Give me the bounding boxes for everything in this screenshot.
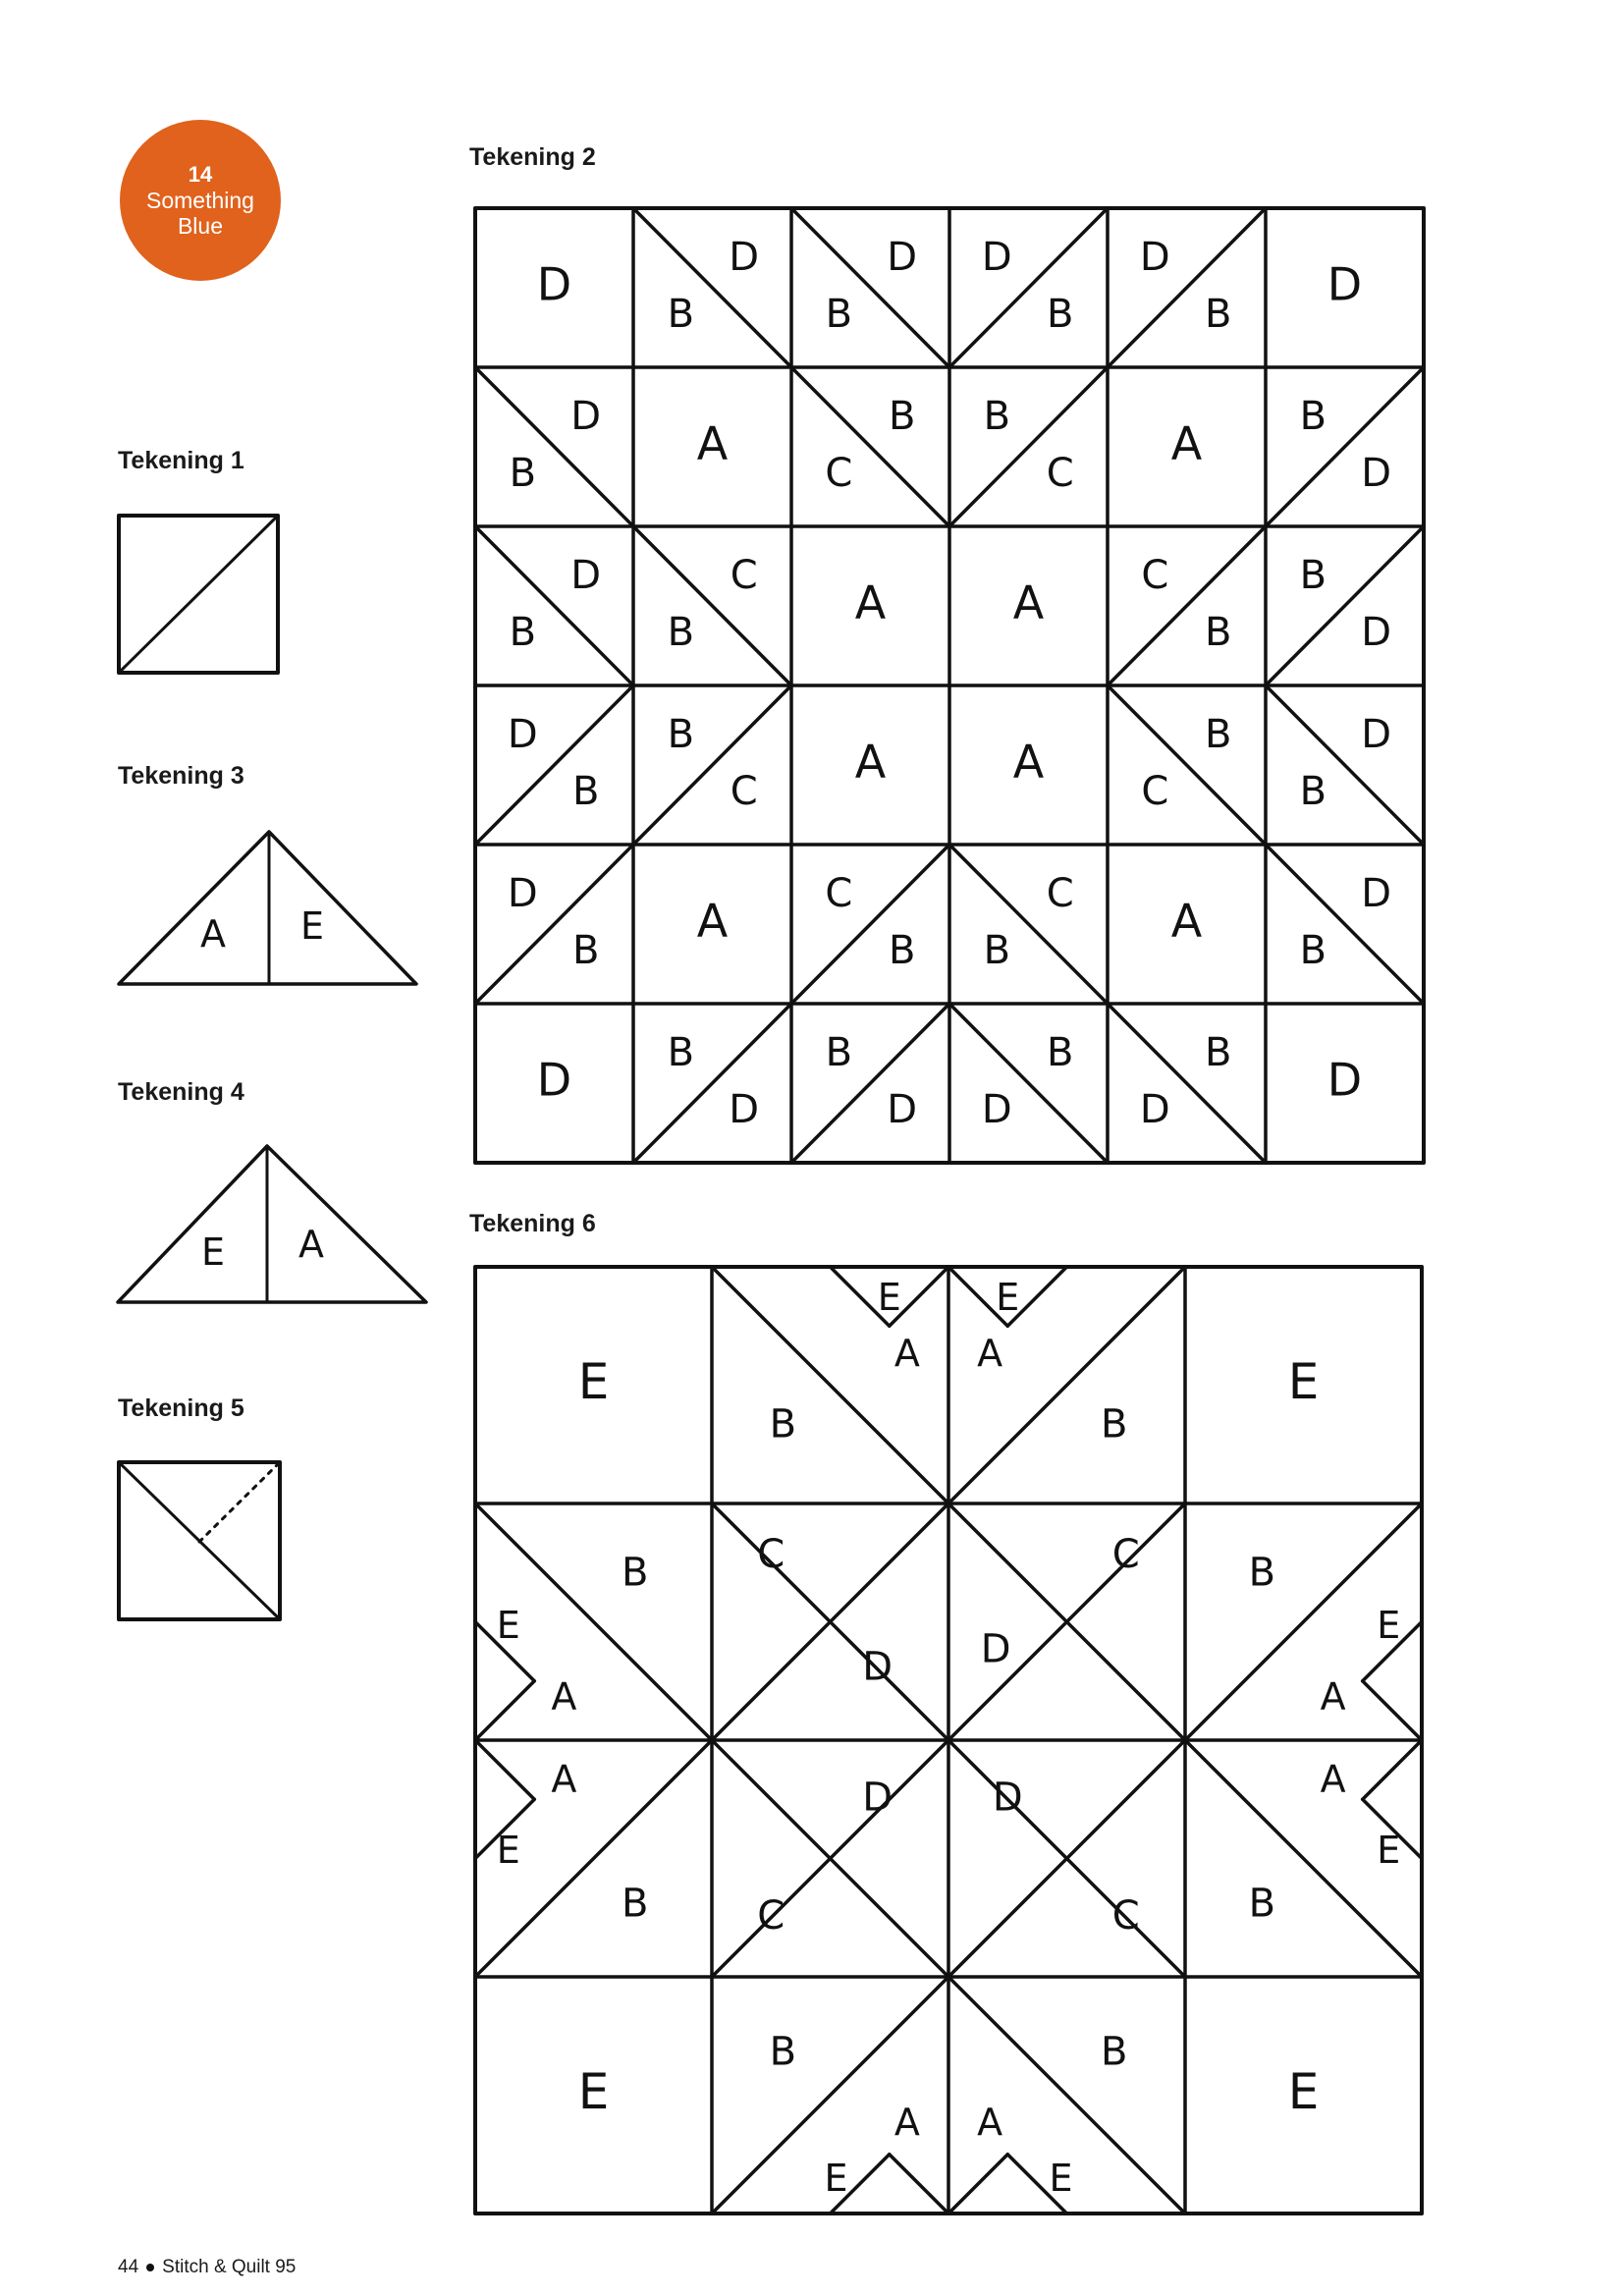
t2-patch-label: C (1046, 451, 1074, 497)
t5-dotted-line (199, 1462, 280, 1542)
t6-patch-label: E (1377, 1604, 1401, 1648)
t6-patch-label: E (496, 1828, 520, 1872)
t2-patch-label: D (1326, 1053, 1363, 1107)
t2-patch-label: B (667, 610, 695, 656)
t2-patch-label: C (825, 451, 853, 497)
t6-patch-label: D (862, 1775, 893, 1821)
tekening-6-diagram (471, 1263, 1430, 2217)
t2-patch-label: A (1170, 894, 1203, 948)
t6-patch-label: A (1320, 1674, 1346, 1719)
t2-patch-label: B (1299, 393, 1327, 439)
t2-patch-label: B (825, 1029, 853, 1075)
t6-patch-label: B (1248, 1881, 1276, 1927)
t2-diagonal (475, 526, 633, 685)
t6-patch-label: E (577, 2063, 610, 2120)
t2-patch-label: B (983, 393, 1011, 439)
t2-diagonal (1266, 526, 1424, 685)
t2-patch-label: D (981, 234, 1012, 280)
t2-patch-label: D (1326, 257, 1363, 311)
t6-patch-label: C (757, 1532, 785, 1578)
issue-badge (120, 120, 281, 281)
t6-patch-label: D (862, 1644, 893, 1690)
t2-patch-label: A (1170, 416, 1203, 470)
t2-patch-label: C (730, 552, 758, 598)
t2-patch-label: C (730, 769, 758, 815)
t2-patch-label: B (571, 769, 600, 815)
t6-seam (1363, 1740, 1422, 1799)
t6-patch-label: D (992, 1775, 1023, 1821)
t6-patch-label: E (496, 1604, 520, 1648)
t2-patch-label: B (509, 451, 537, 497)
t2-patch-label: B (888, 928, 916, 974)
tekening-5-diagram (116, 1459, 285, 1624)
t2-patch-label: B (1204, 711, 1232, 757)
t2-diagonal (633, 526, 791, 685)
t2-diagonal (633, 208, 791, 367)
t6-patch-label: E (577, 1353, 610, 1410)
t2-diagonal (1266, 367, 1424, 526)
heading-tekening-1: Tekening 1 (118, 447, 244, 474)
tekening-1-diagram (116, 513, 283, 678)
t2-patch-label: B (571, 928, 600, 974)
t6-patch-label: B (621, 1550, 649, 1596)
badge-title-line2: Blue (177, 213, 224, 239)
t2-patch-label: D (1139, 234, 1170, 280)
t2-patch-label: D (570, 552, 602, 598)
t6-patch-label: A (977, 1331, 1003, 1375)
tekening-3-diagram (116, 829, 422, 990)
t2-diagonal (1266, 845, 1424, 1004)
t2-patch-label: D (887, 1087, 918, 1133)
t2-patch-label: B (1204, 610, 1232, 656)
t6-patch-label: A (1320, 1757, 1346, 1801)
t2-patch-label: B (1299, 552, 1327, 598)
t2-diagonal (791, 367, 949, 526)
t2-patch-label: D (1361, 711, 1392, 757)
t6-patch-label: C (757, 1892, 785, 1939)
t2-patch-label: D (981, 1087, 1012, 1133)
t6-patch-label: B (1100, 2029, 1128, 2075)
t2-patch-label: B (667, 711, 695, 757)
magazine-name: Stitch & Quilt 95 (162, 2257, 297, 2277)
t2-patch-label: D (729, 234, 760, 280)
t2-diagonal (475, 685, 633, 845)
t2-diagonal (791, 1004, 949, 1163)
page-footer (118, 2257, 296, 2278)
t2-diagonal (949, 208, 1108, 367)
t2-patch-label: B (1046, 292, 1074, 338)
t6-patch-label: E (1377, 1828, 1401, 1872)
t2-patch-label: A (696, 894, 729, 948)
t2-patch-label: D (1361, 870, 1392, 916)
t2-patch-label: C (825, 870, 853, 916)
t6-patch-label: E (996, 1276, 1020, 1320)
t6-patch-label: E (1049, 2156, 1073, 2200)
t6-patch-label: B (769, 2029, 797, 2075)
t2-diagonal (791, 208, 949, 367)
t6-patch-label: E (1287, 2063, 1320, 2120)
t2-patch-label: D (1139, 1087, 1170, 1133)
t2-diagonal (1108, 208, 1266, 367)
t6-seam (1363, 1681, 1422, 1740)
t2-patch-label: B (1046, 1029, 1074, 1075)
t6-patch-label: E (877, 1276, 901, 1320)
t2-diagonal (949, 845, 1108, 1004)
t2-patch-label: A (1012, 575, 1045, 629)
t2-diagonal (633, 685, 791, 845)
t2-diagonal (475, 845, 633, 1004)
t2-patch-label: B (1204, 1029, 1232, 1075)
t2-diagonal (791, 845, 949, 1004)
t2-patch-label: D (536, 1053, 572, 1107)
t2-diagonal (633, 1004, 791, 1163)
t3-label-right: E (300, 904, 325, 948)
t6-patch-label: A (977, 2101, 1003, 2145)
t2-diagonal (1108, 685, 1266, 845)
t2-diagonal (949, 1004, 1108, 1163)
tekening-4-diagram (108, 1143, 428, 1308)
t6-patch-label: C (1111, 1892, 1140, 1939)
t6-seam (948, 2155, 1007, 2214)
t2-patch-label: B (667, 1029, 695, 1075)
t2-patch-label: D (570, 393, 602, 439)
t2-patch-label: B (509, 610, 537, 656)
t4-label-right: A (298, 1223, 324, 1266)
t2-patch-label: A (854, 575, 887, 629)
t1-diagonal (119, 516, 278, 673)
t6-patch-label: B (1100, 1401, 1128, 1448)
t2-patch-label: D (887, 234, 918, 280)
t2-diagonal (1108, 1004, 1266, 1163)
t2-patch-label: D (507, 870, 538, 916)
t2-patch-label: A (854, 735, 887, 789)
badge-title-line1: Something (146, 188, 254, 213)
t2-patch-label: D (1361, 451, 1392, 497)
heading-tekening-3: Tekening 3 (118, 762, 244, 790)
heading-tekening-2: Tekening 2 (469, 143, 596, 171)
t2-patch-label: D (1361, 610, 1392, 656)
t6-patch-label: B (621, 1881, 649, 1927)
t6-patch-label: A (551, 1674, 577, 1719)
t2-patch-label: D (507, 711, 538, 757)
t6-patch-label: A (893, 1331, 920, 1375)
t2-patch-label: A (696, 416, 729, 470)
tekening-2-diagram (471, 204, 1430, 1173)
t2-diagonal (1266, 685, 1424, 845)
t2-patch-label: B (1204, 292, 1232, 338)
t6-seam (475, 1740, 534, 1799)
t2-patch-label: C (1141, 552, 1169, 598)
t2-patch-label: B (1299, 769, 1327, 815)
t2-diagonal (949, 367, 1108, 526)
t4-triangle (118, 1146, 426, 1302)
t2-patch-label: D (536, 257, 572, 311)
t2-patch-label: B (983, 928, 1011, 974)
heading-tekening-4: Tekening 4 (118, 1078, 244, 1106)
t2-diagonal (1108, 526, 1266, 685)
badge-number: 14 (188, 162, 213, 187)
t2-patch-label: C (1046, 870, 1074, 916)
t2-patch-label: D (729, 1087, 760, 1133)
t6-patch-label: D (980, 1626, 1011, 1672)
t2-patch-label: A (1012, 735, 1045, 789)
bullet-icon (146, 2264, 154, 2271)
t6-patch-label: A (551, 1757, 577, 1801)
heading-tekening-6: Tekening 6 (469, 1210, 596, 1237)
page-number: 44 (118, 2257, 139, 2277)
t4-label-left: E (201, 1230, 226, 1274)
t6-patch-label: A (893, 2101, 920, 2145)
t6-patch-label: C (1111, 1532, 1140, 1578)
t2-patch-label: C (1141, 769, 1169, 815)
t6-patch-label: E (1287, 1353, 1320, 1410)
t2-patch-label: B (825, 292, 853, 338)
t6-patch-label: B (769, 1401, 797, 1448)
t3-label-left: A (200, 912, 226, 956)
t2-patch-label: B (1299, 928, 1327, 974)
t2-diagonal (475, 367, 633, 526)
t2-patch-label: B (667, 292, 695, 338)
heading-tekening-5: Tekening 5 (118, 1394, 244, 1422)
t6-patch-label: B (1248, 1550, 1276, 1596)
t6-seam (475, 1681, 534, 1740)
t6-seam (890, 2155, 948, 2214)
t2-patch-label: B (888, 393, 916, 439)
t6-patch-label: E (824, 2156, 848, 2200)
